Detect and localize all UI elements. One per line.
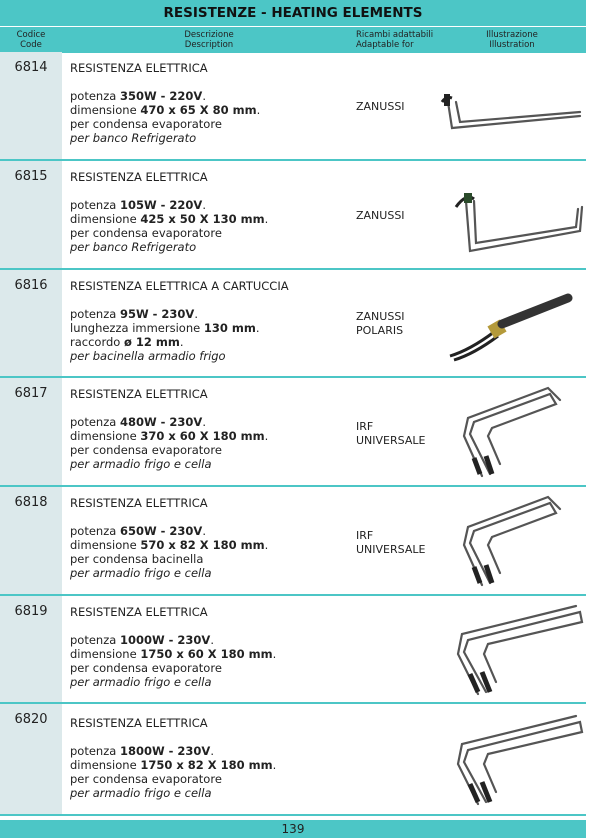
u-heater-element-icon [430, 171, 586, 267]
page-number: 139 [0, 820, 586, 838]
bent-heater-element-icon [430, 602, 586, 698]
item-dimension: 1750 x 82 X 180 mm [140, 758, 273, 772]
item-code: 6818 [14, 495, 48, 510]
bent-heater-element-icon [430, 712, 586, 808]
item-use: per condensa evaporatore [70, 661, 222, 675]
item-name: RESISTENZA ELETTRICA [70, 61, 208, 75]
bent-heater-element-icon [430, 384, 586, 480]
table-row: 6815 RESISTENZA ELETTRICA potenza 105W - 220V. dimensione 425 x 50 X 130 mm. per condensa evaporatore per banco Refrigerato ZANUSSI [0, 161, 586, 270]
item-note: per armadio frigo e cella [70, 675, 212, 689]
item-dimension: 1750 x 60 X 180 mm [140, 647, 273, 661]
item-adaptable: ZANUSSI [356, 209, 405, 222]
item-name: RESISTENZA ELETTRICA [70, 387, 208, 401]
item-adaptable: ZANUSSI [356, 100, 405, 113]
item-note: per banco Refrigerato [70, 131, 197, 145]
item-power: 1800W - 230V [119, 744, 211, 758]
item-dimension: 130 mm [203, 321, 256, 335]
header-illustration: Illustrazione Illustration [486, 30, 538, 50]
item-dimension: 370 x 60 X 180 mm [140, 429, 265, 443]
item-use: per condensa evaporatore [70, 772, 222, 786]
item-note: per armadio frigo e cella [70, 786, 212, 800]
item-name: RESISTENZA ELETTRICA A CARTUCCIA [70, 279, 289, 293]
item-code: 6816 [14, 278, 48, 293]
item-power: 350W - 220V [119, 89, 203, 103]
u-heater-element-icon [430, 72, 586, 168]
item-use: per condensa bacinella [70, 552, 204, 566]
table-row: 6817 RESISTENZA ELETTRICA potenza 480W - 230V. dimensione 370 x 60 X 180 mm. per condensa evaporatore per armadio frigo e cella IRF UNIVERSALE [0, 378, 586, 487]
item-adaptable: IRF UNIVERSALE [356, 420, 426, 447]
item-note: per bacinella armadio frigo [70, 349, 226, 363]
item-dimension: 425 x 50 X 130 mm [140, 212, 265, 226]
item-code: 6814 [14, 60, 48, 75]
item-dimension: 470 x 65 X 80 mm [140, 103, 257, 117]
item-code: 6820 [14, 712, 48, 727]
cartridge-heater-icon [430, 280, 586, 376]
table-row: 6818 RESISTENZA ELETTRICA potenza 650W - 230V. dimensione 570 x 82 X 180 mm. per condensa bacinella per armadio frigo e cella IRF UNIVERSALE [0, 487, 586, 596]
item-use: per condensa evaporatore [70, 443, 222, 457]
table-header [0, 26, 586, 53]
item-power: 480W - 230V [119, 415, 203, 429]
table-row: 6820 RESISTENZA ELETTRICA potenza 1800W - 230V. dimensione 1750 x 82 X 180 mm. per condensa evaporatore per armadio frigo e cella [0, 704, 586, 816]
header-code: Codice Code [16, 30, 46, 50]
header-adaptable: Ricambi adattabili Adaptable for [356, 30, 434, 50]
item-note: per armadio frigo e cella [70, 566, 212, 580]
item-adaptable: IRF UNIVERSALE [356, 529, 426, 556]
item-adaptable: ZANUSSI POLARIS [356, 310, 405, 337]
item-use: per condensa evaporatore [70, 226, 222, 240]
page-title: RESISTENZE - HEATING ELEMENTS [0, 0, 586, 26]
bent-heater-element-icon [430, 493, 586, 589]
item-power: 1000W - 230V [119, 633, 211, 647]
item-dimension: 570 x 82 X 180 mm [140, 538, 265, 552]
item-code: 6817 [14, 386, 48, 401]
item-power: 105W - 220V [119, 198, 203, 212]
item-note: per banco Refrigerato [70, 240, 197, 254]
item-name: RESISTENZA ELETTRICA [70, 496, 208, 510]
table-row: 6814 RESISTENZA ELETTRICA potenza 350W - 220V. dimensione 470 x 65 X 80 mm. per condensa evaporatore per banco Refrigerato ZANUSSI [0, 52, 586, 161]
item-power: 95W - 230V [119, 307, 195, 321]
item-power: 650W - 230V [119, 524, 203, 538]
item-name: RESISTENZA ELETTRICA [70, 716, 208, 730]
header-description: Descrizione Description [184, 30, 234, 50]
table-row: 6816 RESISTENZA ELETTRICA A CARTUCCIA potenza 95W - 230V. lunghezza immersione 130 mm. raccordo ø 12 mm. per bacinella armadio frigo ZANUSSI POLARIS [0, 270, 586, 378]
item-use: per condensa evaporatore [70, 117, 222, 131]
item-code: 6815 [14, 169, 48, 184]
item-code: 6819 [14, 604, 48, 619]
item-name: RESISTENZA ELETTRICA [70, 170, 208, 184]
item-note: per armadio frigo e cella [70, 457, 212, 471]
item-fitting: ø 12 mm [123, 335, 180, 349]
table-row: 6819 RESISTENZA ELETTRICA potenza 1000W - 230V. dimensione 1750 x 60 X 180 mm. per condensa evaporatore per armadio frigo e cella [0, 596, 586, 704]
item-name: RESISTENZA ELETTRICA [70, 605, 208, 619]
